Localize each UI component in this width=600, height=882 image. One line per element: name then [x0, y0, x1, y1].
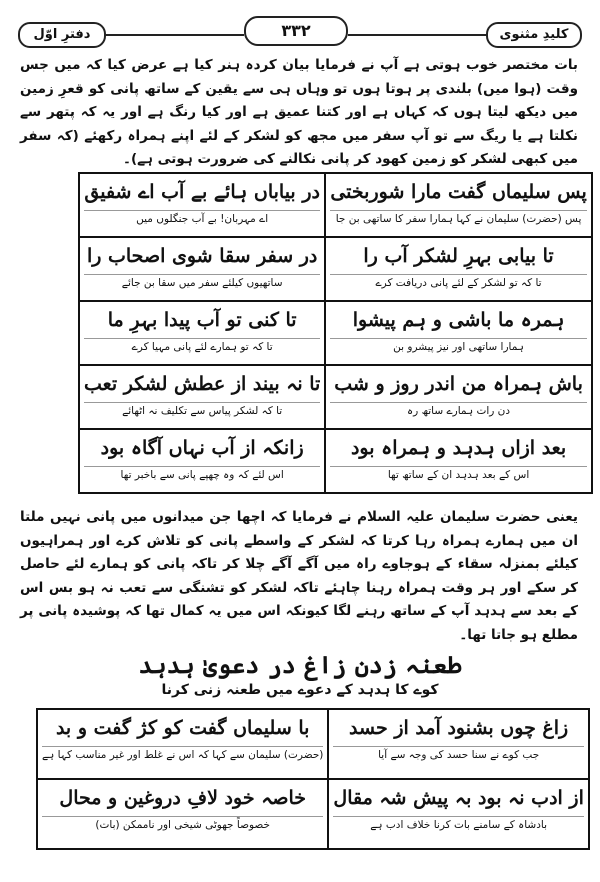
- urdu-translation: دن رات ہمارے ساتھ رہ: [330, 402, 586, 419]
- verse-row: [79, 365, 592, 429]
- section-heading: طعنہ زدن زاغ در دعویٰ ہدہد: [138, 650, 462, 679]
- hemistich-cell: [79, 173, 325, 237]
- urdu-translation: (حضرت) سلیمان سے کہا کہ اس نے غلط اور غیر مناسب کہا ہے: [42, 746, 323, 763]
- urdu-translation: ہمارا ساتھی اور نیز پیشرو بن: [330, 338, 586, 355]
- volume-label: دفترِ اوّل: [18, 22, 106, 48]
- hemistich-cell: [37, 709, 328, 779]
- urdu-translation: اس لئے کہ وہ چھپے پانی سے باخبر تھا: [84, 466, 320, 483]
- page-header: [18, 14, 582, 48]
- book-title: کلیدِ مثنوی: [486, 22, 582, 48]
- urdu-translation: تا کہ تو ہمارے لئے پانی مہیا کرے: [84, 338, 320, 355]
- urdu-translation: اس کے بعد ہدہد ان کے ساتھ تھا: [330, 466, 586, 483]
- persian-verse: پس سلیماں گفت مارا شوربختی: [330, 181, 587, 203]
- hemistich-cell: [79, 365, 325, 429]
- hemistich-cell: [328, 779, 588, 849]
- verse-table: [36, 708, 590, 850]
- persian-verse: بعد ازاں ہدہد و ہمراہ بود: [350, 437, 567, 459]
- persian-verse: زانکہ از آب نہاں آگاہ بود: [100, 437, 304, 459]
- persian-verse: تا بیابی بہرِ لشکر آب را: [363, 245, 554, 267]
- urdu-translation: خصوصاً جھوٹی شیخی اور ناممکن (بات): [42, 816, 323, 833]
- verse-row: [79, 301, 592, 365]
- verse-row: [79, 429, 592, 493]
- persian-verse: زاغ چوں بشنود آمد از حسد: [349, 717, 569, 739]
- hemistich-cell: [328, 709, 588, 779]
- hemistich-cell: [325, 429, 591, 493]
- persian-verse: تا نہ بیند از عطش لشکر تعب: [84, 373, 321, 395]
- verse-row: [37, 709, 589, 779]
- persian-verse: خاصہ خود لافِ دروغین و محال: [59, 787, 306, 809]
- verse-table: [78, 172, 593, 494]
- verse-row: [79, 173, 592, 237]
- urdu-translation: بادشاہ کے سامنے بات کرنا خلاف ادب ہے: [333, 816, 583, 833]
- urdu-translation: پس (حضرت) سلیمان نے کہا ہمارا سفر کا ساتھی بن جا: [330, 210, 586, 227]
- hemistich-cell: [79, 429, 325, 493]
- intro-paragraph: بات مختصر خوب ہوتی ہے آپ نے فرمایا بیان کردہ ہنر کیا ہے عرض کیا کہ میں جس وقت (ہوا میں) بلندی پر ہوتا ہوں تو وہاں ہی سے یقین کے ساتھ پانی کو قعرِ زمین میں دیکھ لیتا ہوں کہ کہاں ہے اور کتنا عمیق ہے اور کیا رنگ ہے اور یہ کہ پتھر سے نکلتا ہے یا ریگ سے تو آپ سفر میں مجھ کو لشکر کے لئے اپنے ہمراہ رکھئے (کہ سفر میں کبھی لشکر کو زمین کھود کر پانی نکالنے کی ضرورت ہوتی ہے)۔: [20, 57, 578, 167]
- urdu-translation: تا کہ تو لشکر کے لئے پانی دریافت کرے: [330, 274, 586, 291]
- urdu-translation: اے مہربان! بے آب جنگلوں میں: [84, 210, 320, 227]
- hemistich-cell: [325, 237, 591, 301]
- persian-verse: تا کنی تو آب پیدا بہرِ ما: [107, 309, 297, 331]
- persian-verse: ہمرہ ما باشی و ہم پیشوا: [352, 309, 565, 331]
- persian-verse: از ادب نہ بود بہ پیش شہ مقال: [333, 787, 584, 809]
- urdu-translation: تا کہ لشکر پیاس سے تکلیف نہ اٹھائے: [84, 402, 320, 419]
- verse-row: [79, 237, 592, 301]
- hemistich-cell: [79, 237, 325, 301]
- page-number: ۳۳۲: [244, 16, 348, 46]
- header-rule: [106, 34, 244, 36]
- persian-verse: در بیاباں ہائے بے آب اے شفیق: [84, 181, 320, 203]
- header-rule: [348, 34, 486, 36]
- urdu-translation: جب کوے نے سنا حسد کی وجہ سے آیا: [333, 746, 583, 763]
- persian-verse: با سلیماں گفت کو کژ گفت و بد: [55, 717, 310, 739]
- hemistich-cell: [325, 365, 591, 429]
- explanation-paragraph: یعنی حضرت سلیمان علیہ السلام نے فرمایا کہ اچھا جن میدانوں میں پانی نہیں ملتا ان میں ہمارے ہمراہ رہا کرتا کہ لشکر کے واسطے پانی کو تلاش کرے اور ہمراہیوں کیلئے بمنزلہ سقاء کے ہوجاوے راہ میں آگے آگے چلا کر تاکہ پانی کو ہمارے لئے حاصل کر سکے اور ہر وقت ہمراہ رہنا چاہئے تاکہ لشکر کو تشنگی سے تعب نہ ہو بس اس کے بعد سے ہدہد آپ کے ساتھ رہنے لگا کیونکہ اس میں یہ کمال تھا کہ پوشیدہ پانی پر مطلع ہو جاتا تھا۔: [20, 509, 578, 643]
- persian-verse: در سفر سقا شوی اصحاب را: [86, 245, 318, 267]
- persian-verse: باش ہمراہ من اندر روز و شب: [334, 373, 583, 395]
- urdu-translation: ساتھیوں کیلئے سفر میں سقا بن جائے: [84, 274, 320, 291]
- hemistich-cell: [79, 301, 325, 365]
- hemistich-cell: [325, 173, 591, 237]
- hemistich-cell: [325, 301, 591, 365]
- section-subheading: کوے کا ہدہد کے دعوے میں طعنہ زنی کرنا: [161, 682, 439, 698]
- verse-row: [37, 779, 589, 849]
- hemistich-cell: [37, 779, 328, 849]
